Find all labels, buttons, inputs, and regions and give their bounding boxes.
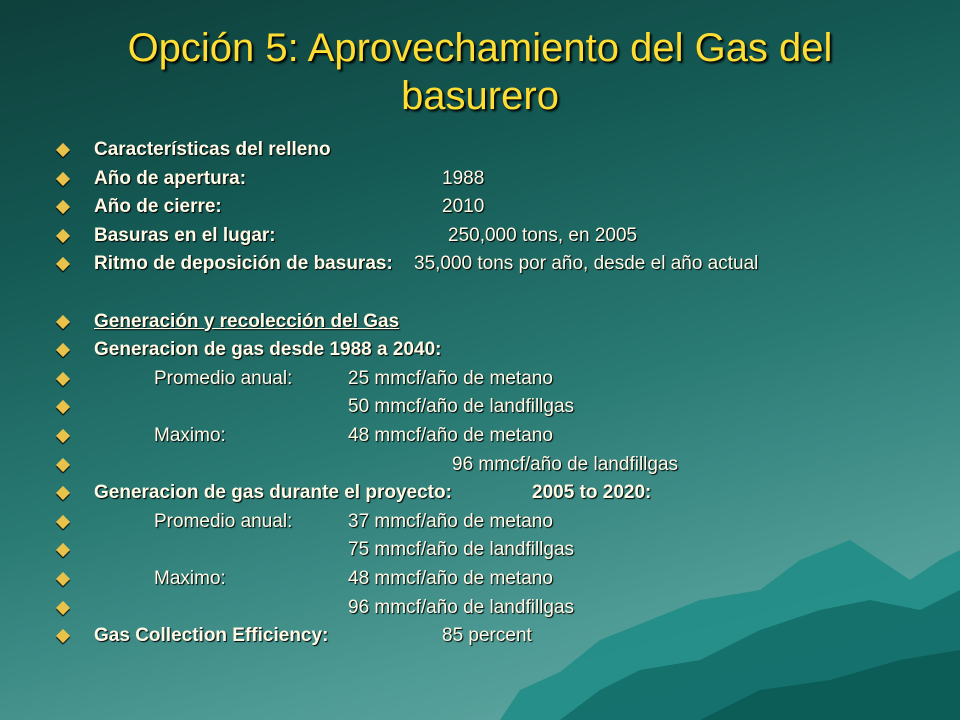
list-item bbox=[58, 193, 938, 222]
diamond-bullet-icon bbox=[56, 429, 70, 443]
item-label: Año de apertura: bbox=[94, 167, 247, 189]
diamond-bullet-icon bbox=[56, 343, 70, 357]
diamond-bullet-icon bbox=[56, 229, 70, 243]
item-label: Maximo: bbox=[154, 567, 226, 589]
diamond-bullet-icon bbox=[56, 314, 70, 328]
item-label: Generacion de gas desde 1988 a 2040: bbox=[94, 339, 442, 361]
item-label: Gas Collection Efficiency: bbox=[94, 625, 329, 647]
list-item bbox=[58, 422, 938, 451]
diamond-bullet-icon bbox=[56, 400, 70, 414]
diamond-bullet-icon bbox=[56, 257, 70, 271]
item-label: Generacion de gas durante el proyecto: bbox=[94, 482, 452, 504]
item-value: 48 mmcf/año de metano bbox=[348, 567, 553, 589]
spacer bbox=[58, 279, 938, 308]
item-value: 37 mmcf/año de metano bbox=[348, 510, 553, 532]
diamond-bullet-icon bbox=[56, 543, 70, 557]
diamond-bullet-icon bbox=[56, 457, 70, 471]
list-item bbox=[58, 308, 938, 337]
section-heading: Generación y recolección del Gas bbox=[94, 310, 400, 332]
item-value: 75 mmcf/año de landfillgas bbox=[348, 539, 575, 561]
list-item bbox=[58, 451, 938, 480]
list-item bbox=[58, 393, 938, 422]
diamond-bullet-icon bbox=[56, 515, 70, 529]
item-value: 96 mmcf/año de landfillgas bbox=[348, 596, 575, 618]
list-item bbox=[58, 136, 938, 165]
list-item bbox=[58, 222, 938, 251]
item-value: 85 percent bbox=[442, 625, 532, 647]
item-label: Características del relleno bbox=[94, 139, 331, 160]
item-label: Promedio anual: bbox=[154, 367, 293, 389]
diamond-bullet-icon bbox=[56, 372, 70, 386]
item-label: Año de cierre: bbox=[94, 196, 222, 218]
item-value: 48 mmcf/año de metano bbox=[348, 424, 553, 446]
slide-title bbox=[60, 24, 900, 120]
item-label: Maximo: bbox=[154, 424, 226, 446]
diamond-bullet-icon bbox=[56, 172, 70, 186]
item-label: Promedio anual: bbox=[154, 510, 293, 532]
diamond-bullet-icon bbox=[56, 143, 70, 157]
item-value: 1988 bbox=[442, 167, 485, 189]
item-value: 50 mmcf/año de landfillgas bbox=[348, 396, 575, 418]
item-value: 35,000 tons por año, desde el año actual bbox=[414, 253, 759, 275]
list-item bbox=[58, 479, 938, 508]
list-item bbox=[58, 365, 938, 394]
bullet-list bbox=[58, 136, 938, 651]
list-item bbox=[58, 536, 938, 565]
title-line-1: Opción 5: Aprovechamiento del Gas del bbox=[127, 26, 833, 70]
item-value: 96 mmcf/año de landfillgas bbox=[452, 453, 679, 475]
diamond-bullet-icon bbox=[56, 572, 70, 586]
list-item bbox=[58, 565, 938, 594]
item-label: Basuras en el lugar: bbox=[94, 224, 276, 246]
item-label: Ritmo de deposición de basuras: bbox=[94, 253, 393, 275]
item-value: 2005 to 2020: bbox=[532, 482, 652, 504]
diamond-bullet-icon bbox=[56, 600, 70, 614]
diamond-bullet-icon bbox=[56, 629, 70, 643]
item-value: 25 mmcf/año de metano bbox=[348, 367, 553, 389]
list-item bbox=[58, 594, 938, 623]
list-item bbox=[58, 508, 938, 537]
title-line-2: basurero bbox=[401, 74, 559, 118]
list-item bbox=[58, 622, 938, 651]
diamond-bullet-icon bbox=[56, 486, 70, 500]
diamond-bullet-icon bbox=[56, 200, 70, 214]
list-item bbox=[58, 250, 938, 279]
item-value: 250,000 tons, en 2005 bbox=[448, 224, 638, 246]
list-item bbox=[58, 336, 938, 365]
list-item bbox=[58, 165, 938, 194]
item-value: 2010 bbox=[442, 196, 485, 218]
